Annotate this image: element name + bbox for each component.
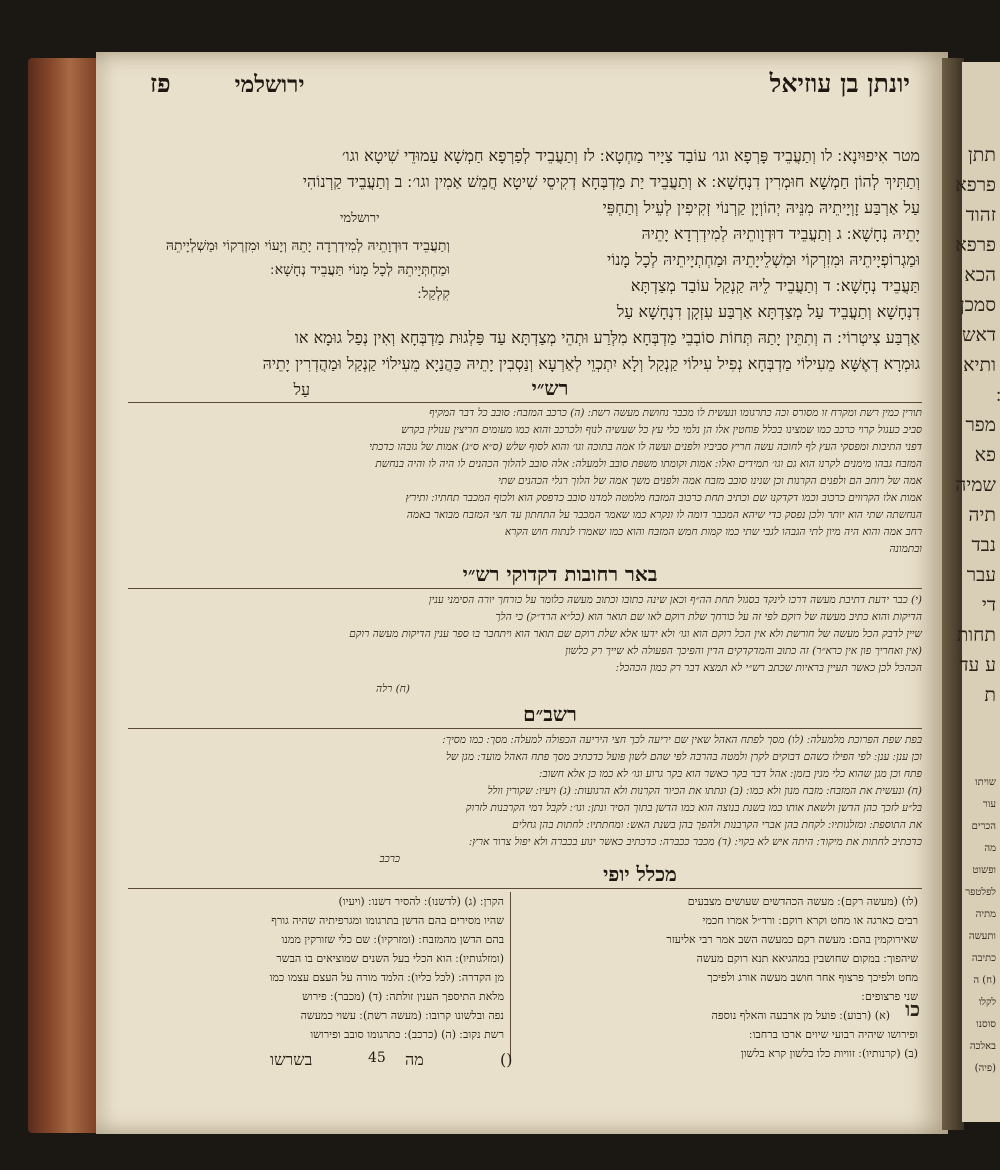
adjacent-page-fragment: מה: [984, 843, 996, 854]
rashi-line: הנחשתה שתי הוא יותר ולכן נפסק כדי שיהא המכבר דומה לו ונקרא כמו שאמר המכבר על התחתון עד חצי המזבח מבואר באמה: [406, 509, 922, 521]
michlal-line: מחט ולפיכך פרצוף אחר חושב מעשה אורג ולפיכך: [707, 971, 918, 984]
adjacent-page-fragment: תתן: [967, 144, 996, 166]
adjacent-page-fragment: דאש: [962, 324, 996, 346]
folio-number: פז: [150, 69, 171, 98]
michlal-line: שיהפוך ׃ במקום שחושבין במהגיאא תנא רוקם מעשה: [696, 952, 918, 965]
adjacent-page-edge: [955, 62, 1000, 1122]
beer-line: (אין ואחריך פון אין כרא״ר) זה כתוב והמדקדקים הדין והפיכך הפעולה לא שייך רק כלשון: [565, 645, 922, 657]
adjacent-page-fragment: ע עד: [959, 654, 996, 676]
michlal-line: (ב) (קרנותיו) ׃ זוויות כלו בלשון קרא בלשון: [740, 1047, 918, 1060]
rashbam-heading: רשב״ם: [523, 702, 577, 726]
rashbam-line: כרכב: [379, 853, 400, 865]
beer-line: שיין לדבק הכל מעשה של חורשת ולא אין הכל רוקם הוא וגו׳ ולא ידעו אלא שלת רוקם שם תואר הוא ויתחבר בו ספר ענין הדיקות מעשה רוקם: [349, 628, 922, 640]
michlal-line: שאירוקמין בהם ׃ מעשה רקם כמעשה השב אמר רבי אליעזר: [666, 933, 918, 946]
michlal-line: רשת נקוב ׃ (ה) (כרכב) ׃ כתרגומו סובב ופירושו: [310, 1028, 504, 1041]
adjacent-page-fragment: הכא: [964, 264, 996, 286]
page-gutter: [942, 58, 964, 1130]
catchword: בשרשו: [270, 1050, 313, 1069]
adjacent-page-fragment: שויתו: [975, 777, 996, 788]
adjacent-page-fragment: הכרים: [971, 821, 996, 832]
michlal-line: רבים כארגה או מחט וקרא רוקם ׃ ורד״ל אמרו חכמי: [702, 914, 918, 927]
adjacent-page-fragment: לפלטפר: [965, 887, 996, 898]
michlal-line: (ומזלגותיו) ׃ הוא הכלי בעל השנים שמוציאים בו הבשר: [276, 952, 504, 965]
divider: [128, 888, 922, 889]
beer-heading: באר רחובות דקדוקי רש״י: [462, 562, 658, 586]
adjacent-page-fragment: תחות: [956, 624, 996, 646]
rashi-heading: רש״י: [531, 376, 569, 400]
adjacent-page-fragment: שמיה: [955, 474, 996, 496]
adjacent-page-fragment: ופשוט: [972, 865, 996, 876]
michlal-heading: מכלל יופי: [603, 862, 677, 886]
targum-line: דִנְחָשָׁא וְתַעֲבֵיד עַל מְצַדְתָּא אַרְבַּע עִזְקָן דִנְחָשָׁא עַל: [616, 302, 920, 321]
adjacent-page-fragment: פא: [974, 444, 996, 466]
targum-line: מטר אִיפוּיִנָא ׃ לו וְתַעֲבֵיד פָּרְפָא וגו׳ עוֹבַד צַיָיר מַחְטָא ׃ לז וְתַעֲבֵיד לְפַרְפָא חַמְשָׁא עַמוּדֵי שִׁיטָא וגו׳: [341, 146, 920, 165]
adjacent-page-fragment: (ח) ה: [973, 975, 996, 986]
adjacent-page-fragment: נבד: [971, 534, 996, 556]
michlal-big-letter: כו: [905, 997, 920, 1021]
footer-number: 45: [368, 1050, 386, 1066]
adjacent-page-fragment: מתיה: [975, 909, 996, 920]
targum-line: עַל אַרְבַּע זָוְיָיתֵיהּ מִנֵּיהּ יְהוֹוְיָן קַרְנוֹי זְקִיפִין לְעֵיל וְתַחְפֵּי: [602, 198, 920, 217]
michlal-line: שני פרצופים ׃: [861, 990, 918, 1003]
divider: [128, 402, 922, 403]
michlal-line: (לו) (מעשה רקם) ׃ מעשה הכהדשים שעושים מצבעים: [687, 895, 918, 908]
header-subtitle: ירושלמי: [234, 70, 305, 98]
book-spine-edge: [28, 58, 98, 1133]
beer-note: (ח) רלה: [376, 683, 410, 695]
rashi-line: תורין כמין רשת ומקרח זו מסורס וכה כתרגומו ונעשית לו מכבר נחושת מעשה רשת ׃ (ה) כרכב המזבח ׃ סובב כל דבר המקיף: [429, 407, 922, 419]
adjacent-page-fragment: לקלו: [978, 997, 996, 1008]
beer-line: (י) כבר ידעת דתיבת מעשה דרכו לינקד בסגול תחת הה״ף וכאן שינה כתובו וכתוב מעשה כלומר על כורחך יורה הסימני ענין: [428, 594, 922, 606]
michlal-line: מלאת התיספך הענין זולתה ׃ (ד) (מכבר) ׃ פירוש: [302, 990, 504, 1003]
rashi-line: רחב אמה והוא היה מיון לתי הגבהו לגבי שתי כמו קמות חמש המזבח והוא כמו שאמרו לנתוח חוש הקרא: [504, 526, 922, 538]
beer-line: הכהכל לכן כאשר תעיין בראיות שכתב רש״י לא תמצא דבר רק כמון הכהכל ׃: [615, 662, 922, 674]
rashi-line: אמות אלו הקרווים כרכוב וכמו דקדקנו שם וכתיב תחת כרכוב המזבח מלמטה למדנו סובב כדפסק הוא ולכוף המכבר תחתיו ׃ ותירץ: [405, 492, 922, 504]
yerushalmi-line: קִלְקַל ׃: [417, 286, 450, 302]
adjacent-page-fragment: תיה: [968, 504, 996, 526]
header-title: יונתן בן עוזיאל: [769, 69, 910, 98]
yerushalmi-line: וְתַעֲבֵיד דוּדְוָתֵיהּ לְמִידְרְדָה יָתֵהּ וְיָעוֹי וּמִזְרְקוֹי וּמַשְׁלְיָיתֵהּ: [165, 238, 450, 254]
michlal-line: (א) (רבוע) ׃ פועל מן ארבעה והאלף נוספה: [711, 1009, 890, 1022]
adjacent-page-fragment: עבר: [966, 564, 996, 586]
adjacent-page-fragment: די: [981, 594, 996, 616]
michlal-line: בהם הדשן מהמזבח ׃ (ומזרקיו) ׃ שם כלי שזורקין ממנו: [281, 933, 504, 946]
michlal-line: נפה ובלשונו קרובו ׃ (מעשה רשת) ׃ עשוי כמעשה: [300, 1009, 504, 1022]
adjacent-page-fragment: מפר: [965, 414, 996, 436]
michlal-line: הקרן ׃ (ג) (לדשנו) ׃ להסיר דשנו ׃ (ויעיו): [338, 895, 504, 908]
targum-line: אַרְבַּע צִיטְרוֹי ׃ ה וְתִתֵּין יָתַהּ תְּחוֹת סוֹבְבֵי מַדְבְּחָא מִלְּרַע וּתְהֵי מְצַדְתָּא עַד פַּלְגוּת מַדְבְּחָא וְאִין נְפַל גוּמָא או: [294, 328, 920, 347]
adjacent-page-fragment: (פיה): [974, 1063, 996, 1074]
divider: [128, 588, 922, 589]
targum-line: תַּעֲבֵיד נְחָשָׁא ׃ ד וְתַעֲבֵיד לֵיהּ קַנְקַל עוֹבַד מְצַדְתָּא: [630, 276, 920, 295]
footer-mah: מה: [405, 1050, 424, 1069]
adjacent-page-fragment: ותיא: [963, 354, 996, 376]
adjacent-page-fragment: ותעשה: [968, 931, 996, 942]
rashi-line: דפני התיבות ומפסקי העץ לף לחוכה עשה חריץ סביביו ולפנים ועשה לו אמה בתוכה וגו׳ והוא לסוף שלש (ס״א ס״ג) אמות של גובהו כדכתי: [369, 441, 922, 453]
rashbam-line: (ח) ונעשית את המזבח ׃ מזבח מנון ולא כמו ׃ (ב) ונתתו את הכיור הקרנות ולא הרגועות ׃ (ג) ויעיו ׃ שקורין וולל: [487, 785, 922, 797]
rashbam-line: כדכתיב לחתות את מיקוד ׃ היתה איש לא בקוי ׃ (ד) מכבר ככברה ׃ כדכתיב כאשר ינוע בכברה ולא יפול צרור ארץ ׃: [469, 836, 922, 848]
running-header: [150, 64, 910, 104]
adjacent-page-fragment: סמכן: [959, 294, 996, 316]
column-divider: [510, 892, 511, 1062]
adjacent-page-fragment: פרפא: [955, 234, 996, 256]
divider: [128, 728, 922, 729]
rashi-line: ובתמונה: [889, 543, 922, 555]
adjacent-page-fragment: פרפא: [955, 174, 996, 196]
rashbam-line: את התוספת ׃ ומזלגותיו ׃ לקחת בהן אברי הקרבנות ולהפך בהן בשנת האש ׃ ומחתתיו ׃ לחתות בהן גחלים: [512, 819, 922, 831]
rashbam-line: בל״ע לזכך כהן הדשן ולשאת אותו כמו בשנת בנוצה הוא כמו הדשן בתוך הסיר ונתן ׃ וגו׳ ׃ לקבל דמי הקרבנות לזרוק: [465, 802, 922, 814]
adjacent-page-fragment: עור: [982, 799, 996, 810]
adjacent-page-fragment: ת: [984, 684, 996, 706]
michlal-line: שהיו מסירים בהם הדשן בתרגומו ומגרפיתיה שהיה גורף: [271, 914, 504, 927]
michlal-line: מן הקדרה ׃ (לכל כליו) ׃ הלמד מורה על העצם עצמו כמו: [269, 971, 504, 984]
footer-paren: (): [500, 1050, 513, 1069]
rashi-line: אמה של רוחב הם ולפנים הקרנות וכן שנינו סובב מזבח אמה ולפנים משך אמה של הלוך רגלי הכהנים שתי: [498, 475, 922, 487]
adjacent-page-fragment: סוסנו: [976, 1019, 996, 1030]
adjacent-page-fragment: כתיבה: [971, 953, 996, 964]
rashi-line: סביב כעגול קרוי כרכב כמו שמצינו בכלל פוחטין אלו הן נלמי כלי עץ כל שעשיה לנוף ולכרכב והוא כמו מעומים חריצין ענולין בקרש: [401, 424, 922, 436]
rashbam-line: וכן ענן ׃ ענן ׃ לפי הפילו כשהם דבוקים לקרן ולמטה בהרבה לפי שהם לשון פועל כדכתיב מסך פתח האהל מועד ׃ מגן של: [445, 751, 922, 763]
yerushalmi-line: וּמַחְתְּיָיתֵהּ לְכָל מָנוֹי תַּעֲבֵיד נְחָשָׁא ׃: [270, 262, 450, 278]
beer-line: הדיקות והוא כתיב מעשה של רוקם לפי זה על כורחך שלת רוקם לאו שם תואר הוא (כל״א הרד״ק) כי הלך: [495, 611, 922, 623]
targum-line: יָתֵיהּ נְחָשָׁא ׃ ג וְתַעֲבֵיד דוּדְוָותֵיהּ לְמִידְרְדָא יָתֵיהּ: [641, 224, 920, 243]
targum-line: וְתַתִּיךְ לְהוֹן חַמְשָׁא חוּמְרִין דִנְחָשָׁא ׃ א וְתַעֲבֵיד יַת מַדְבְּחָא דְקִיסֵי שִׁיטָא חֲמֵשׁ אַמִין וגו׳ ׃ ב וְתַעֲבֵיד קַרְנוֹהִי: [302, 172, 920, 191]
adjacent-page-fragment: באלכה: [969, 1041, 996, 1052]
yerushalmi-label: ירושלמי: [340, 211, 380, 226]
adjacent-page-fragment: זהוד: [965, 204, 996, 226]
targum-line: וּמַגְרוֹפְיָיתֵיהּ וּמִזִרְקוֹי וּמִשְׁלֵייָתֵיהּ וּמַחְתְיָיתֵיהּ לְכָל מָנוֹי: [607, 250, 920, 269]
rashi-line: המזבח גבהו מימנים לקרנו הוא גם וגו׳ תמידים ואלו ׃ אמות וקומתו משפת סובב ולמעלה ׃ אלה סובב להלוך הכהנים לו היה לו והיה בנחשת: [375, 458, 922, 470]
targum-line: גוּמְרָא דְאֶשָּׁא מֵעִילוֹי מַדְבְּחָא נְפִיל עִילוֹי קַנְקַל וְלָא יִתְכְוֵי לְאַרְעָא וְנַסְבִין יָתֵיהּ כַּהֲנַיָא מֵעִילוֹי קַנְקַל וּמַהֲדְרִין יָתֵיהּ: [262, 354, 920, 373]
targum-line: עַל: [293, 380, 310, 399]
rashbam-line: פתח וכן מגן שהוא כלי מגין בזמן ׃ אהל דבר בקר כאשר הוא בקר גרוע וגו׳ לא כמו כן אלא חשוב ׃: [539, 768, 922, 780]
rashbam-line: בפת שפת הפרוכת מלמעלה ׃ (לו) מסך לפתח האהל שאין שם יריעה לכך חצי היריעה הכפולה למעלה ׃ מסך ׃ כמו מסיך ׃: [442, 734, 922, 746]
michlal-line: ופירושו שיהיה רבועי שיוים ארכו ברחבו ׃: [749, 1028, 918, 1041]
